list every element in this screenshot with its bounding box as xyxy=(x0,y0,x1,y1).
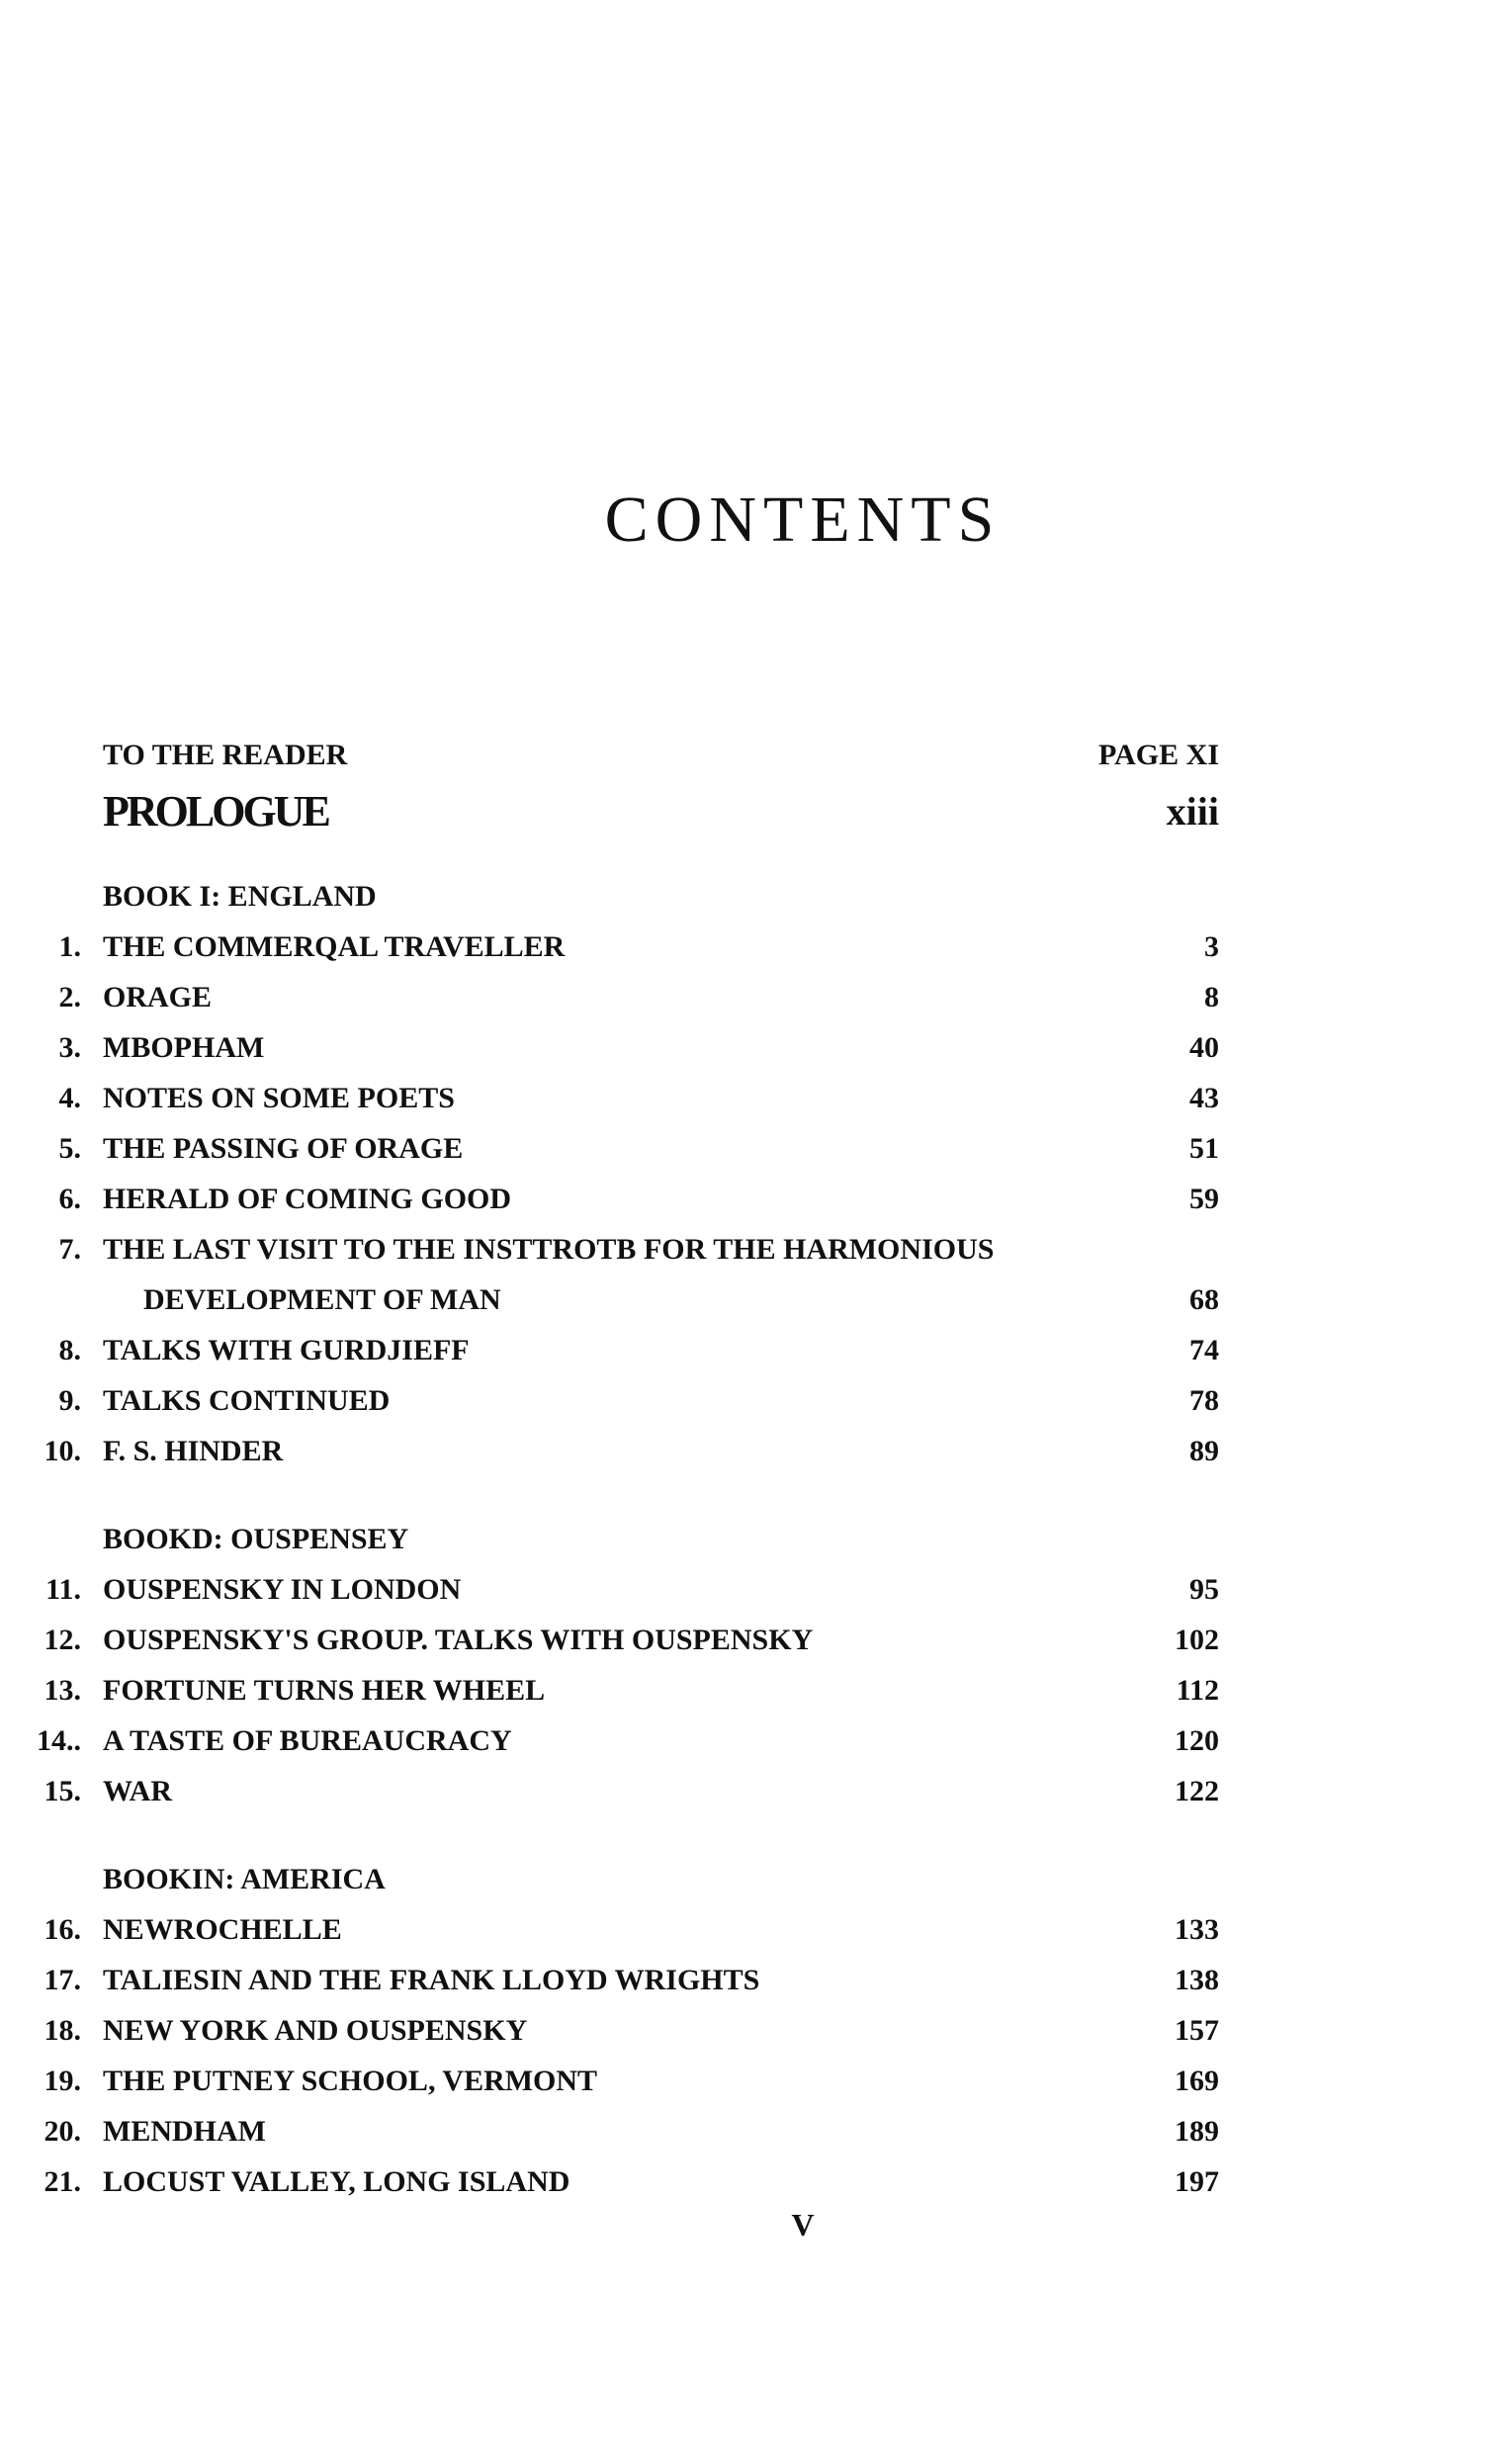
chapter-number: 14.. xyxy=(37,1724,81,1757)
spacer xyxy=(0,843,1487,871)
chapter-page: 74 xyxy=(1189,1334,1219,1366)
book-heading-label: BOOKIN: AMERICA xyxy=(103,1863,386,1895)
chapter-page: 89 xyxy=(1189,1435,1219,1467)
front-matter-row xyxy=(0,780,1487,843)
chapter-page: 68 xyxy=(1189,1283,1219,1316)
chapter-row xyxy=(0,1022,1487,1073)
chapter-title: TALIESIN AND THE FRANK LLOYD WRIGHTS xyxy=(103,1964,760,1996)
chapter-number: 15. xyxy=(44,1775,81,1807)
book-heading xyxy=(0,1514,1487,1564)
spacer xyxy=(0,1816,1487,1854)
chapter-title: THE PUTNEY SCHOOL, VERMONT xyxy=(103,2065,598,2097)
chapter-title: MENDHAM xyxy=(103,2115,266,2148)
chapter-row xyxy=(0,2156,1487,2207)
chapter-page: 3 xyxy=(1204,930,1219,963)
chapter-page: 197 xyxy=(1175,2165,1219,2198)
chapter-title: OUSPENSKY IN LONDON xyxy=(103,1573,462,1606)
chapter-row xyxy=(0,2005,1487,2056)
chapter-number: 13. xyxy=(44,1674,81,1707)
book-heading xyxy=(0,1854,1487,1904)
chapter-title: THE COMMERQAL TRAVELLER xyxy=(103,930,566,963)
table-of-contents xyxy=(0,730,1487,2207)
chapter-number: 6. xyxy=(58,1183,81,1215)
chapter-number: 1. xyxy=(58,930,81,963)
chapter-number: 17. xyxy=(44,1964,81,1996)
chapter-number: 20. xyxy=(44,2115,81,2148)
chapter-number: 2. xyxy=(58,981,81,1013)
chapter-row xyxy=(0,1716,1487,1766)
chapter-title: NEW YORK AND OUSPENSKY xyxy=(103,2014,528,2047)
chapter-number: 16. xyxy=(44,1913,81,1946)
chapter-page: 138 xyxy=(1175,1964,1219,1996)
chapter-row xyxy=(0,1955,1487,2005)
chapter-number: 5. xyxy=(58,1132,81,1165)
chapter-row xyxy=(0,922,1487,972)
chapter-page: 169 xyxy=(1175,2065,1219,2097)
chapter-row xyxy=(0,1123,1487,1174)
chapter-number: 7. xyxy=(58,1233,81,1266)
entry-page: xiii xyxy=(1166,789,1219,834)
chapter-title: THE LAST VISIT TO THE INSTTROTB FOR THE HARMONIOUS xyxy=(103,1233,995,1266)
entry-label: PROLOGUE xyxy=(103,787,328,836)
chapter-number: 18. xyxy=(44,2014,81,2047)
chapter-title: ORAGE xyxy=(103,981,213,1013)
chapter-title: NEWROCHELLE xyxy=(103,1913,342,1946)
chapter-title: WAR xyxy=(103,1775,173,1807)
chapter-row xyxy=(0,2106,1487,2156)
front-matter-row xyxy=(0,730,1487,780)
chapter-title: HERALD OF COMING GOOD xyxy=(103,1183,512,1215)
chapter-title: MBOPHAM xyxy=(103,1031,265,1064)
chapter-row xyxy=(0,1275,1487,1325)
entry-page: PAGE XI xyxy=(1098,739,1219,771)
chapter-title: NOTES ON SOME POETS xyxy=(103,1082,455,1114)
chapter-title: FORTUNE TURNS HER WHEEL xyxy=(103,1674,546,1707)
book-heading xyxy=(0,871,1487,922)
chapter-title: DEVELOPMENT OF MAN xyxy=(143,1283,501,1316)
spacer xyxy=(0,1476,1487,1514)
chapter-page: 43 xyxy=(1189,1082,1219,1114)
chapter-row xyxy=(0,1665,1487,1716)
book-heading-label: BOOK I: ENGLAND xyxy=(103,880,377,913)
chapter-title: F. S. HINDER xyxy=(103,1435,284,1467)
chapter-row xyxy=(0,1174,1487,1224)
chapter-number: 11. xyxy=(45,1573,81,1606)
chapter-row xyxy=(0,1564,1487,1615)
chapter-title: LOCUST VALLEY, LONG ISLAND xyxy=(103,2165,570,2198)
chapter-page: 78 xyxy=(1189,1384,1219,1417)
chapter-row xyxy=(0,1904,1487,1955)
chapter-page: 59 xyxy=(1189,1183,1219,1215)
chapter-row xyxy=(0,1325,1487,1375)
chapter-number: 9. xyxy=(58,1384,81,1417)
entry-label: TO THE READER xyxy=(103,739,348,771)
chapter-row xyxy=(0,1615,1487,1665)
chapter-row xyxy=(0,1073,1487,1123)
chapter-row xyxy=(0,972,1487,1022)
chapter-title: A TASTE OF BUREAUCRACY xyxy=(103,1724,512,1757)
chapter-number: 4. xyxy=(58,1082,81,1114)
chapter-row xyxy=(0,1426,1487,1476)
book-heading-label: BOOKD: OUSPENSEY xyxy=(103,1523,409,1555)
chapter-page: 8 xyxy=(1204,981,1219,1013)
chapter-title: THE PASSING OF ORAGE xyxy=(103,1132,464,1165)
chapter-number: 19. xyxy=(44,2065,81,2097)
chapter-number: 12. xyxy=(44,1624,81,1656)
chapter-row xyxy=(0,1224,1487,1275)
chapter-page: 189 xyxy=(1175,2115,1219,2148)
chapter-page: 51 xyxy=(1189,1132,1219,1165)
page-title: CONTENTS xyxy=(604,484,1002,556)
chapter-number: 3. xyxy=(58,1031,81,1064)
chapter-page: 102 xyxy=(1175,1624,1219,1656)
chapter-page: 122 xyxy=(1175,1775,1219,1807)
chapter-number: 21. xyxy=(44,2165,81,2198)
books-container xyxy=(0,871,1487,2207)
chapter-number: 10. xyxy=(44,1435,81,1467)
chapter-row xyxy=(0,1766,1487,1816)
page-number-footer: V xyxy=(791,2207,815,2243)
chapter-page: 40 xyxy=(1189,1031,1219,1064)
chapter-page: 120 xyxy=(1175,1724,1219,1757)
chapter-title: OUSPENSKY'S GROUP. TALKS WITH OUSPENSKY xyxy=(103,1624,814,1656)
chapter-page: 157 xyxy=(1175,2014,1219,2047)
chapter-page: 95 xyxy=(1189,1573,1219,1606)
chapter-page: 133 xyxy=(1175,1913,1219,1946)
chapter-row xyxy=(0,1375,1487,1426)
chapter-title: TALKS CONTINUED xyxy=(103,1384,391,1417)
chapter-number: 8. xyxy=(58,1334,81,1366)
chapter-row xyxy=(0,2056,1487,2106)
chapter-title: TALKS WITH GURDJIEFF xyxy=(103,1334,470,1366)
chapter-page: 112 xyxy=(1176,1674,1219,1707)
